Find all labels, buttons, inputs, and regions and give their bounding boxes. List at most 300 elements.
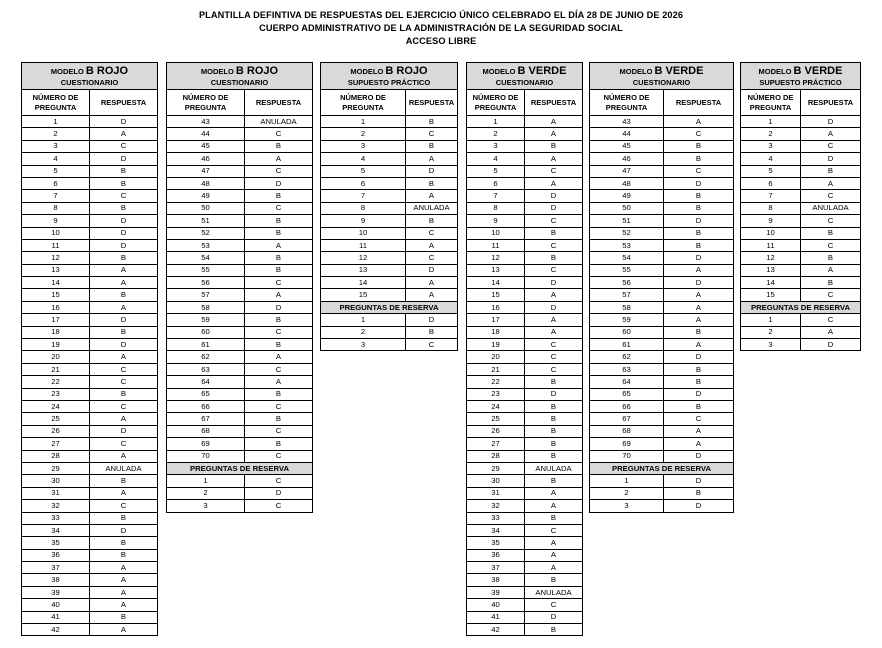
question-number: 56 xyxy=(590,277,664,289)
table-row xyxy=(467,400,583,412)
answer-value: A xyxy=(664,301,734,313)
table-subtitle: CUESTIONARIO xyxy=(495,78,554,87)
question-number: 64 xyxy=(167,376,245,388)
answer-value: ANULADA xyxy=(245,116,313,128)
answer-value: A xyxy=(664,289,734,301)
column-header-respuesta: RESPUESTA xyxy=(664,90,734,116)
table-row xyxy=(22,512,158,524)
question-number: 52 xyxy=(167,227,245,239)
question-number: 61 xyxy=(167,339,245,351)
table-row xyxy=(167,400,313,412)
answer-value: B xyxy=(245,413,313,425)
answer-value: D xyxy=(90,425,158,437)
question-number: 15 xyxy=(321,289,406,301)
answer-table xyxy=(166,62,313,513)
column-header-respuesta: RESPUESTA xyxy=(245,90,313,116)
question-number: 34 xyxy=(22,524,90,536)
answer-value: B xyxy=(90,202,158,214)
answer-value: B xyxy=(525,512,583,524)
question-number: 10 xyxy=(741,227,801,239)
question-number: 9 xyxy=(741,215,801,227)
table-row xyxy=(467,524,583,536)
question-number: 8 xyxy=(741,202,801,214)
reserve-header: PREGUNTAS DE RESERVA xyxy=(167,462,313,474)
question-number: 4 xyxy=(741,153,801,165)
answer-value: B xyxy=(525,227,583,239)
table-row xyxy=(321,277,458,289)
answer-value: C xyxy=(525,599,583,611)
table-row xyxy=(741,215,861,227)
answer-value: A xyxy=(664,116,734,128)
answer-value: C xyxy=(525,339,583,351)
question-number: 18 xyxy=(22,326,90,338)
question-number: 1 xyxy=(321,314,406,326)
table-row xyxy=(467,128,583,140)
table-row xyxy=(167,363,313,375)
question-number: 10 xyxy=(321,227,406,239)
model-label: MODELO xyxy=(619,67,655,76)
answer-value: B xyxy=(525,438,583,450)
table-row xyxy=(22,190,158,202)
question-number: 37 xyxy=(22,562,90,574)
answer-value: D xyxy=(664,277,734,289)
question-number: 55 xyxy=(167,264,245,276)
question-number: 24 xyxy=(467,400,525,412)
answer-value: D xyxy=(801,339,861,351)
question-number: 26 xyxy=(22,425,90,437)
question-number: 29 xyxy=(467,462,525,474)
model-label: MODELO xyxy=(200,67,236,76)
table-row xyxy=(467,339,583,351)
table-row xyxy=(22,425,158,437)
question-number: 45 xyxy=(590,140,664,152)
answer-value: A xyxy=(90,301,158,313)
table-row xyxy=(22,549,158,561)
answer-value: B xyxy=(664,487,734,499)
table-row xyxy=(321,153,458,165)
table-row xyxy=(167,326,313,338)
answer-value: D xyxy=(664,500,734,512)
question-number: 43 xyxy=(167,116,245,128)
table-row xyxy=(22,128,158,140)
answer-value: C xyxy=(90,363,158,375)
answer-value: B xyxy=(525,425,583,437)
table-subtitle: SUPUESTO PRÁCTICO xyxy=(347,78,431,87)
model-name: B VERDE xyxy=(654,65,704,77)
question-number: 42 xyxy=(467,624,525,636)
answer-value: C xyxy=(245,326,313,338)
table-row xyxy=(167,264,313,276)
table-row xyxy=(467,500,583,512)
column-header-numero: NÚMERO DE PREGUNTA xyxy=(167,90,245,116)
question-number: 50 xyxy=(167,202,245,214)
question-number: 18 xyxy=(467,326,525,338)
answer-value: A xyxy=(801,128,861,140)
model-label: MODELO xyxy=(350,67,386,76)
answer-table-block xyxy=(21,62,158,636)
table-row xyxy=(167,153,313,165)
column-header-numero: NÚMERO DE PREGUNTA xyxy=(741,90,801,116)
question-number: 63 xyxy=(167,363,245,375)
answer-value: B xyxy=(664,202,734,214)
table-row xyxy=(590,301,734,313)
table-row xyxy=(321,264,458,276)
table-subtitle: CUESTIONARIO xyxy=(210,78,269,87)
reserve-row xyxy=(741,339,861,351)
table-row xyxy=(741,116,861,128)
table-row xyxy=(22,277,158,289)
table-row xyxy=(22,326,158,338)
answer-value: C xyxy=(406,252,458,264)
answer-value: D xyxy=(90,215,158,227)
table-row xyxy=(167,388,313,400)
question-number: 51 xyxy=(167,215,245,227)
answer-value: A xyxy=(664,438,734,450)
answer-value: C xyxy=(801,239,861,251)
table-row xyxy=(590,388,734,400)
question-number: 62 xyxy=(167,351,245,363)
question-number: 9 xyxy=(467,215,525,227)
question-number: 3 xyxy=(22,140,90,152)
question-number: 2 xyxy=(741,326,801,338)
table-row xyxy=(167,289,313,301)
question-number: 3 xyxy=(741,140,801,152)
table-row xyxy=(167,351,313,363)
table-row xyxy=(590,252,734,264)
answer-value: C xyxy=(525,165,583,177)
answer-value: B xyxy=(245,190,313,202)
answer-value: A xyxy=(406,289,458,301)
table-row xyxy=(467,239,583,251)
table-row xyxy=(467,190,583,202)
question-number: 46 xyxy=(167,153,245,165)
answer-value: D xyxy=(664,351,734,363)
answer-value: D xyxy=(90,227,158,239)
question-number: 48 xyxy=(590,177,664,189)
answer-value: B xyxy=(406,215,458,227)
reserve-header-row xyxy=(167,462,313,474)
table-title xyxy=(321,63,458,90)
answer-value: A xyxy=(90,264,158,276)
table-row xyxy=(22,388,158,400)
table-row xyxy=(467,425,583,437)
answer-value: ANULADA xyxy=(801,202,861,214)
table-row xyxy=(321,202,458,214)
answer-value: ANULADA xyxy=(90,462,158,474)
column-header-respuesta: RESPUESTA xyxy=(525,90,583,116)
answer-value: A xyxy=(664,314,734,326)
table-row xyxy=(590,376,734,388)
answer-value: C xyxy=(245,128,313,140)
question-number: 29 xyxy=(22,462,90,474)
question-number: 41 xyxy=(467,611,525,623)
question-number: 47 xyxy=(590,165,664,177)
question-number: 11 xyxy=(467,239,525,251)
table-row xyxy=(321,165,458,177)
table-row xyxy=(167,177,313,189)
question-number: 59 xyxy=(167,314,245,326)
table-row xyxy=(167,128,313,140)
answer-table-block xyxy=(166,62,313,513)
table-row xyxy=(167,425,313,437)
question-number: 53 xyxy=(590,239,664,251)
reserve-row xyxy=(590,500,734,512)
table-row xyxy=(467,165,583,177)
model-name: B ROJO xyxy=(385,65,428,77)
model-label: MODELO xyxy=(50,67,86,76)
question-number: 14 xyxy=(467,277,525,289)
table-row xyxy=(467,301,583,313)
table-row xyxy=(321,177,458,189)
answer-value: B xyxy=(90,512,158,524)
question-number: 12 xyxy=(22,252,90,264)
question-number: 30 xyxy=(22,475,90,487)
question-number: 58 xyxy=(590,301,664,313)
question-number: 65 xyxy=(167,388,245,400)
answer-value: C xyxy=(90,400,158,412)
table-row xyxy=(22,252,158,264)
column-header-numero: NÚMERO DE PREGUNTA xyxy=(22,90,90,116)
table-row xyxy=(590,413,734,425)
table-row xyxy=(22,376,158,388)
table-row xyxy=(22,537,158,549)
table-row xyxy=(467,574,583,586)
table-row xyxy=(467,153,583,165)
answer-value: A xyxy=(90,574,158,586)
question-number: 13 xyxy=(22,264,90,276)
question-number: 67 xyxy=(590,413,664,425)
question-number: 48 xyxy=(167,177,245,189)
table-row xyxy=(590,264,734,276)
table-row xyxy=(22,202,158,214)
document-title: PLANTILLA DEFINTIVA DE RESPUESTAS DEL EJERCICIO ÚNICO CELEBRADO EL DÍA 28 DE JUNIO DE 2026 xyxy=(198,10,684,20)
answer-value: C xyxy=(664,413,734,425)
question-number: 1 xyxy=(22,116,90,128)
table-row xyxy=(467,177,583,189)
question-number: 44 xyxy=(167,128,245,140)
answer-value: D xyxy=(664,177,734,189)
answer-value: B xyxy=(801,165,861,177)
answer-value: A xyxy=(245,376,313,388)
table-row xyxy=(741,252,861,264)
question-number: 14 xyxy=(321,277,406,289)
question-number: 26 xyxy=(467,425,525,437)
answer-value: D xyxy=(90,524,158,536)
table-row xyxy=(167,190,313,202)
question-number: 32 xyxy=(467,500,525,512)
question-number: 5 xyxy=(467,165,525,177)
question-number: 54 xyxy=(167,252,245,264)
table-row xyxy=(167,376,313,388)
answer-value: C xyxy=(406,227,458,239)
answer-value: A xyxy=(90,586,158,598)
answer-value: C xyxy=(90,500,158,512)
answer-value: C xyxy=(801,289,861,301)
answer-value: A xyxy=(245,351,313,363)
table-row xyxy=(167,438,313,450)
question-number: 10 xyxy=(467,227,525,239)
answer-value: D xyxy=(525,301,583,313)
table-row xyxy=(590,239,734,251)
answer-value: B xyxy=(90,388,158,400)
reserve-row xyxy=(321,339,458,351)
question-number: 32 xyxy=(22,500,90,512)
table-row xyxy=(467,413,583,425)
reserve-header: PREGUNTAS DE RESERVA xyxy=(590,462,734,474)
table-row xyxy=(467,462,583,474)
document-subtitle: CUERPO ADMINISTRATIVO DE LA ADMINISTRACIÓN DE LA SEGURIDAD SOCIAL xyxy=(259,23,623,33)
question-number: 42 xyxy=(22,624,90,636)
table-row xyxy=(467,586,583,598)
answer-value: ANULADA xyxy=(406,202,458,214)
answer-value: A xyxy=(525,562,583,574)
answer-value: B xyxy=(90,475,158,487)
table-row xyxy=(467,438,583,450)
reserve-header-row xyxy=(321,301,458,313)
question-number: 31 xyxy=(467,487,525,499)
answer-value: A xyxy=(90,487,158,499)
table-row xyxy=(22,239,158,251)
question-number: 2 xyxy=(321,326,406,338)
question-number: 67 xyxy=(167,413,245,425)
question-number: 62 xyxy=(590,351,664,363)
answer-value: D xyxy=(90,153,158,165)
answer-value: C xyxy=(245,500,313,512)
answer-value: C xyxy=(245,363,313,375)
question-number: 46 xyxy=(590,153,664,165)
question-number: 64 xyxy=(590,376,664,388)
answer-value: D xyxy=(90,339,158,351)
answer-value: B xyxy=(525,140,583,152)
table-row xyxy=(590,227,734,239)
answer-value: A xyxy=(406,190,458,202)
table-row xyxy=(590,116,734,128)
table-row xyxy=(741,190,861,202)
table-row xyxy=(590,438,734,450)
answer-value: A xyxy=(525,537,583,549)
table-row xyxy=(167,227,313,239)
question-number: 20 xyxy=(22,351,90,363)
question-number: 28 xyxy=(467,450,525,462)
answer-value: C xyxy=(801,314,861,326)
question-number: 2 xyxy=(741,128,801,140)
table-row xyxy=(321,215,458,227)
answer-value: B xyxy=(245,314,313,326)
column-header-respuesta: RESPUESTA xyxy=(801,90,861,116)
table-row xyxy=(321,289,458,301)
table-row xyxy=(22,500,158,512)
question-number: 54 xyxy=(590,252,664,264)
question-number: 15 xyxy=(467,289,525,301)
answer-value: C xyxy=(801,215,861,227)
table-row xyxy=(741,153,861,165)
question-number: 22 xyxy=(22,376,90,388)
question-number: 66 xyxy=(167,400,245,412)
table-row xyxy=(467,624,583,636)
table-row xyxy=(590,326,734,338)
question-number: 4 xyxy=(467,153,525,165)
question-number: 43 xyxy=(590,116,664,128)
answer-value: A xyxy=(525,289,583,301)
question-number: 12 xyxy=(741,252,801,264)
document-access: ACCESO LIBRE xyxy=(405,36,477,46)
answer-value: D xyxy=(525,611,583,623)
answer-value: B xyxy=(664,239,734,251)
question-number: 49 xyxy=(167,190,245,202)
question-number: 14 xyxy=(22,277,90,289)
answer-value: B xyxy=(90,177,158,189)
answer-table xyxy=(320,62,458,351)
answer-table-block xyxy=(320,62,458,351)
answer-value: A xyxy=(90,277,158,289)
column-header-numero: NÚMERO DE PREGUNTA xyxy=(467,90,525,116)
answer-value: C xyxy=(406,339,458,351)
table-row xyxy=(741,140,861,152)
question-number: 69 xyxy=(590,438,664,450)
table-row xyxy=(321,190,458,202)
question-number: 12 xyxy=(467,252,525,264)
question-number: 22 xyxy=(467,376,525,388)
question-number: 47 xyxy=(167,165,245,177)
table-row xyxy=(741,165,861,177)
question-number: 19 xyxy=(467,339,525,351)
table-row xyxy=(467,351,583,363)
table-row xyxy=(22,624,158,636)
answer-value: B xyxy=(406,326,458,338)
table-row xyxy=(467,475,583,487)
table-row xyxy=(22,301,158,313)
table-row xyxy=(22,351,158,363)
question-number: 63 xyxy=(590,363,664,375)
table-row xyxy=(22,611,158,623)
answer-value: B xyxy=(525,624,583,636)
answer-value: A xyxy=(90,450,158,462)
table-row xyxy=(167,301,313,313)
answer-value: B xyxy=(525,413,583,425)
question-number: 24 xyxy=(22,400,90,412)
question-number: 41 xyxy=(22,611,90,623)
question-number: 39 xyxy=(467,586,525,598)
answer-value: B xyxy=(90,611,158,623)
answer-value: A xyxy=(245,239,313,251)
table-row xyxy=(590,289,734,301)
reserve-row xyxy=(590,475,734,487)
table-row xyxy=(22,215,158,227)
document-header xyxy=(0,9,882,48)
table-row xyxy=(590,140,734,152)
table-row xyxy=(22,363,158,375)
question-number: 13 xyxy=(741,264,801,276)
answer-value: C xyxy=(801,140,861,152)
question-number: 36 xyxy=(22,549,90,561)
answer-value: C xyxy=(245,202,313,214)
table-row xyxy=(467,562,583,574)
table-row xyxy=(467,537,583,549)
reserve-row xyxy=(741,326,861,338)
question-number: 6 xyxy=(467,177,525,189)
answer-value: C xyxy=(90,438,158,450)
reserve-row xyxy=(590,487,734,499)
answer-value: A xyxy=(406,277,458,289)
question-number: 28 xyxy=(22,450,90,462)
table-row xyxy=(22,562,158,574)
answer-table xyxy=(21,62,158,636)
question-number: 21 xyxy=(467,363,525,375)
answer-value: A xyxy=(525,549,583,561)
reserve-row xyxy=(167,487,313,499)
question-number: 50 xyxy=(590,202,664,214)
question-number: 1 xyxy=(590,475,664,487)
